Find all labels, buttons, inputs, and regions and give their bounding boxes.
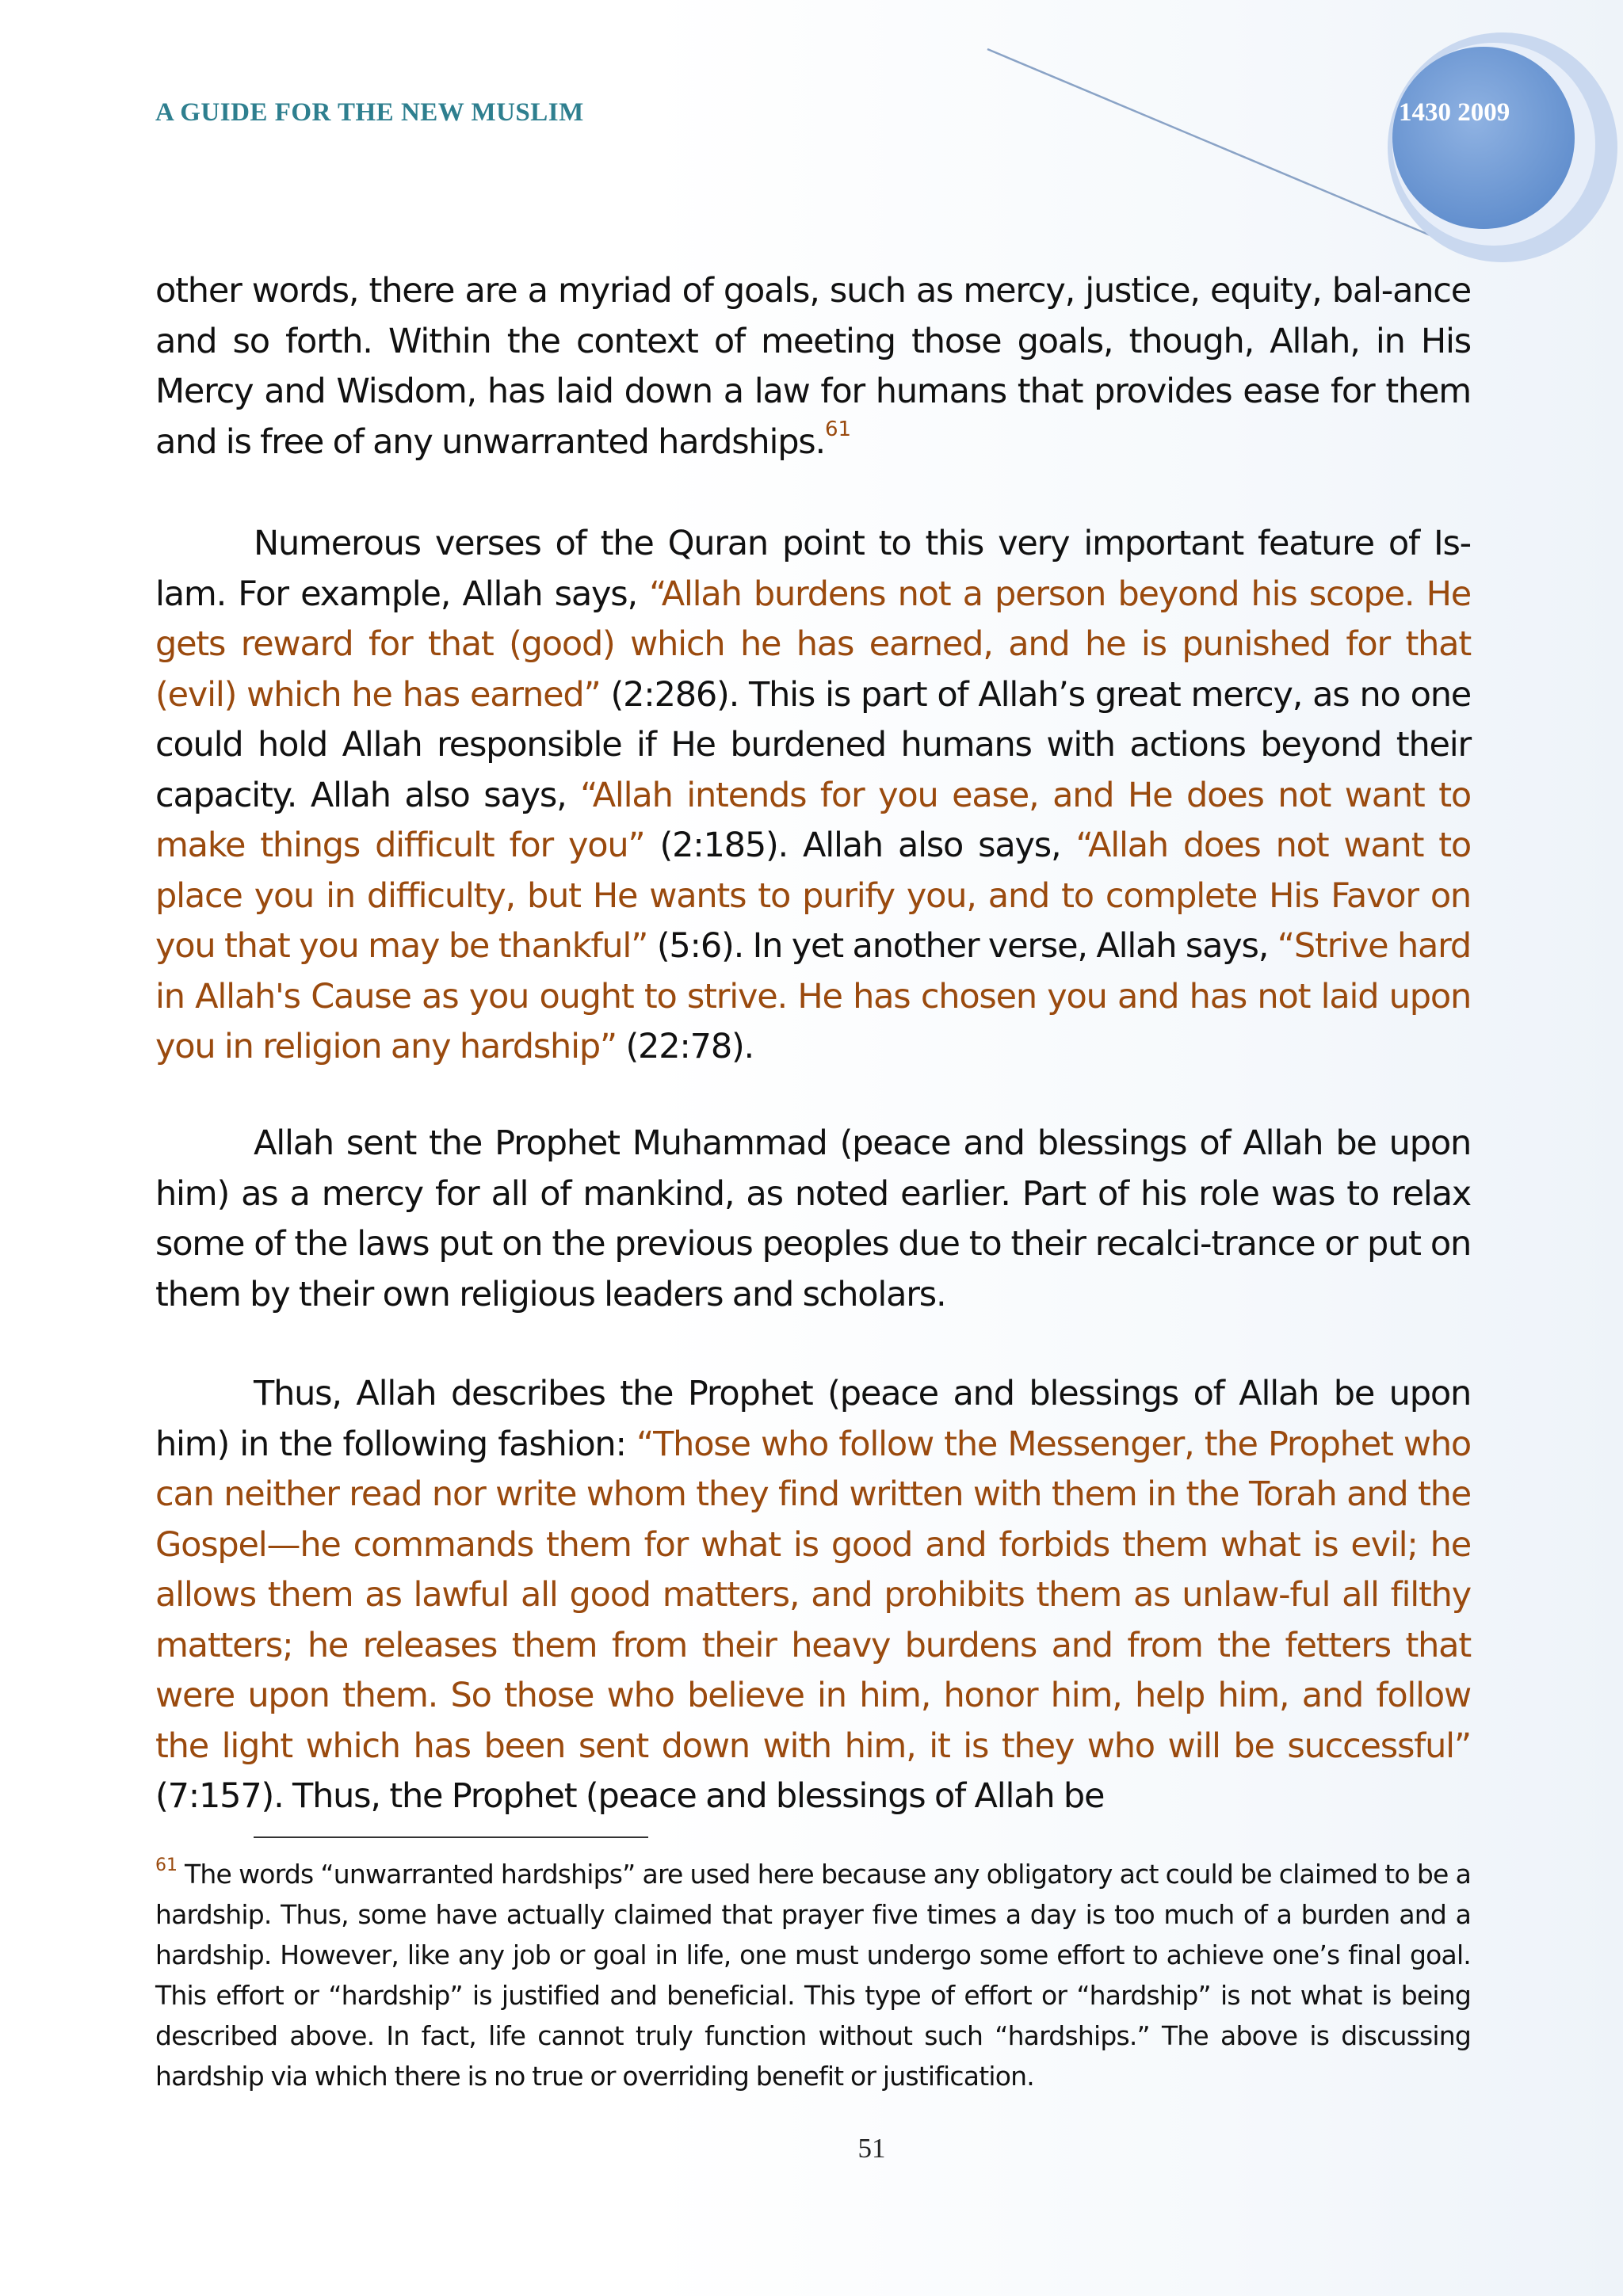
footnote-reference[interactable]: 61: [824, 417, 852, 441]
header-diagonal-line: [987, 49, 1436, 238]
quran-quote: “Those who follow the Messenger, the Prophet who can neither read nor write whom they find written with them in the Torah and the Gospel—he commands them for what is good and forbids them what is evil; he allows them as lawful all good matters, and prohibits them as unlaw-ful all filthy matters; he releases them from their heavy burdens and from the fetters that were upon them. So those who believe in him, honor him, help him, and follow the light which has been sent down with him, it is they who will be successful”: [155, 1424, 1471, 1766]
footnote-separator: [254, 1836, 648, 1838]
running-title: A GUIDE FOR THE NEW MUSLIM: [155, 98, 584, 127]
body-text: [155, 266, 1471, 467]
quran-quote: “Allah intends for you ease, and He does not want to make things difficult for you”: [155, 775, 1471, 865]
paragraph-1: [155, 266, 1471, 467]
body-text: [155, 1369, 1471, 1822]
body-text: [155, 519, 1471, 1073]
footnote: [155, 1854, 1471, 2096]
text-segment: (7:157). Thus, the Prophet (peace and blessings of Allah be: [155, 1776, 1105, 1816]
quran-quote: “Strive hard in Allah's Cause as you ought to strive. He has chosen you and has not laid upon you in religion any hardship”: [155, 926, 1471, 1066]
quran-quote: “Allah does not want to place you in difficulty, but He wants to purify you, and to complete His Favor on you that you may be thankful”: [155, 826, 1472, 966]
text-segment: (2:286). This is part of Allah’s great mercy, as no one could hold Allah responsible if He burdened humans with actions beyond their capacity. Allah also says,: [155, 674, 1472, 815]
text-segment: other words, there are a myriad of goals, such as mercy, justice, equity, bal-ance and so forth. Within the context of meeting those goals, though, Allah, in His Mercy and Wisdom, has laid down a law for humans that provides ease for them and is free of any unwarranted hardships.: [155, 271, 1471, 462]
paragraph-4: [155, 1369, 1471, 1822]
footnote-number: 61: [155, 1855, 178, 1875]
paragraph-3: [155, 1119, 1471, 1320]
text-segment: (2:185). Allah also says,: [644, 826, 1076, 865]
text-segment: Allah sent the Prophet Muhammad (peace and blessings of Allah be upon him) as a mercy for all of mankind, as noted earlier. Part of his role was to relax some of the laws put on the previous peoples due to their recalci-trance or put on them by their own religious leaders and scholars.: [155, 1123, 1471, 1314]
paragraph-2: [155, 519, 1471, 1073]
header-decoration: [0, 0, 1623, 285]
text-segment: (22:78).: [617, 1027, 754, 1066]
text-segment: Numerous verses of the Quran point to this very important feature of Is-lam. For example, Allah says,: [155, 524, 1471, 614]
text-segment: (5:6). In yet another verse, Allah says,: [647, 926, 1277, 966]
page-number: 51: [857, 2133, 886, 2164]
body-text: [155, 1119, 1471, 1320]
year-badge: 1430 2009: [1399, 98, 1510, 127]
quran-quote: “Allah burdens not a person beyond his scope. He gets reward for that (good) which he has earned, and he is punished for that (evil) which he has earned”: [155, 574, 1471, 715]
inner-circle: [1392, 47, 1575, 229]
text-segment: Thus, Allah describes the Prophet (peace and blessings of Allah be upon him) in the following fashion:: [155, 1374, 1471, 1464]
footnote-text: The words “unwarranted hardships” are used here because any obligatory act could be claimed to be a hardship. Thus, some have actually claimed that prayer five times a day is too much of a burden and a hardship. However, like any job or goal in life, one must undergo some effort to achieve one’s final goal. This effort or “hardship” is justified and beneficial. This type of effort or “hardship” is not what is being described above. In fact, life cannot truly function without such “hardships.” The above is discussing hardship via which there is no true or overriding benefit or justification.: [155, 1859, 1471, 2092]
